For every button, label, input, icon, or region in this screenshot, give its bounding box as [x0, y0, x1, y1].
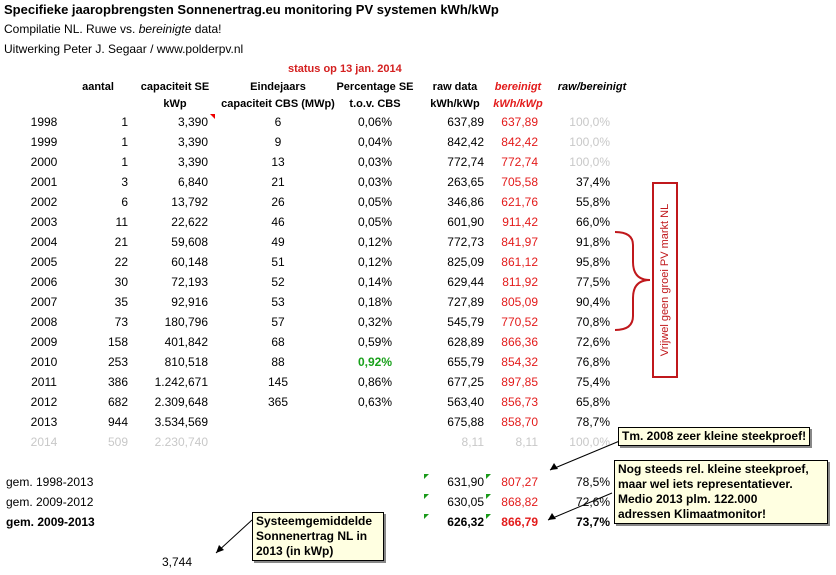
cell-avg-raw: 626,32 [447, 515, 484, 529]
cell-bereinigt: 770,52 [501, 315, 538, 329]
cell-ratio: 100,0% [569, 435, 610, 449]
cell-raw: 677,25 [447, 375, 484, 389]
cell-percentage: 0,05% [357, 195, 393, 209]
cell-raw: 842,42 [447, 135, 484, 149]
cell-avg-bereinigt: 807,27 [501, 475, 538, 489]
header-raw-data: raw data kWh/kWp [430, 81, 480, 110]
cell-aantal: 386 [107, 375, 128, 389]
cell-ratio: 76,8% [575, 355, 610, 369]
cell-ratio: 70,8% [575, 315, 610, 329]
cell-ratio: 65,8% [575, 395, 610, 409]
cell-year: 2003 [30, 215, 58, 229]
cell-year: 2014 [30, 435, 58, 449]
cell-avg-ratio: 78,5% [575, 475, 610, 489]
header-capaciteit-se: capaciteit SE kWp [140, 81, 210, 110]
cell-aantal: 73 [114, 315, 128, 329]
cell-percentage: 0,12% [357, 255, 393, 269]
cell-year: 2013 [30, 415, 58, 429]
cell-ratio: 91,8% [575, 235, 610, 249]
cell-capaciteit-cbs: 13 [271, 155, 285, 169]
cell-capaciteit-se: 22,622 [171, 215, 208, 229]
cell-bereinigt: 866,36 [501, 335, 538, 349]
cell-year: 1998 [30, 115, 58, 129]
arrow-note1 [550, 440, 622, 470]
note-small-sample: Tm. 2008 zeer kleine steekproef! [618, 427, 810, 446]
cell-aantal: 3 [121, 175, 128, 189]
cell-year: 1999 [30, 135, 58, 149]
cell-year: 2012 [30, 395, 58, 409]
cell-year: 2011 [31, 375, 57, 389]
cell-ratio: 37,4% [575, 175, 610, 189]
cell-capaciteit-se: 6,840 [177, 175, 208, 189]
cell-capaciteit-cbs: 21 [271, 175, 285, 189]
cell-capaciteit-cbs: 51 [271, 255, 285, 269]
cell-ratio: 100,0% [569, 155, 610, 169]
cell-percentage: 0,32% [357, 315, 393, 329]
cell-year: 2004 [30, 235, 58, 249]
cell-aantal: 1 [121, 155, 128, 169]
cell-percentage: 0,05% [357, 215, 393, 229]
cell-aantal: 22 [114, 255, 128, 269]
cell-percentage: 0,14% [357, 275, 393, 289]
cell-percentage: 0,03% [357, 175, 393, 189]
cell-aantal: 509 [107, 435, 128, 449]
cell-percentage: 0,18% [357, 295, 393, 309]
cell-avg-raw: 630,05 [447, 495, 484, 509]
cell-capaciteit-cbs: 49 [271, 235, 285, 249]
cell-bereinigt: 805,09 [501, 295, 538, 309]
cell-capaciteit-cbs: 9 [274, 135, 282, 149]
cell-raw: 263,65 [447, 175, 484, 189]
cell-bereinigt: 842,42 [501, 135, 538, 149]
cell-raw: 629,44 [447, 275, 484, 289]
sheet-title: Specifieke jaaropbrengsten Sonnenertrag.eu monitoring PV systemen kWh/kWp [4, 2, 499, 17]
cell-percentage: 0,03% [357, 155, 393, 169]
cell-bereinigt: 911,42 [502, 215, 538, 229]
cell-capaciteit-cbs: 6 [274, 115, 282, 129]
cell-capaciteit-se: 1.242,671 [154, 375, 208, 389]
cell-percentage: 0,92% [357, 355, 393, 369]
cell-capaciteit-se: 2.309,648 [154, 395, 208, 409]
cell-year: 2007 [30, 295, 58, 309]
cell-capaciteit-se: 3,390 [177, 155, 208, 169]
cell-capaciteit-se: 60,148 [171, 255, 208, 269]
cell-capaciteit-cbs: 68 [271, 335, 285, 349]
cell-year: 2005 [30, 255, 58, 269]
cell-raw: 563,40 [447, 395, 484, 409]
cell-capaciteit-cbs: 88 [271, 355, 285, 369]
header-raw-bereinigt: raw/bereinigt [557, 81, 627, 93]
cell-aantal: 253 [107, 355, 128, 369]
cell-capaciteit-se: 3,390 [177, 115, 208, 129]
cell-percentage: 0,63% [357, 395, 393, 409]
cell-avg-bereinigt: 866,79 [501, 515, 538, 529]
arrow-note2 [548, 493, 612, 520]
cell-aantal: 35 [114, 295, 128, 309]
cell-capaciteit-se: 3,390 [177, 135, 208, 149]
cell-aantal: 1 [121, 115, 128, 129]
cell-year: 2009 [30, 335, 58, 349]
cell-avg-label: gem. 1998-2013 [6, 475, 94, 489]
cell-raw: 346,86 [447, 195, 484, 209]
cell-capaciteit-cbs: 57 [271, 315, 285, 329]
bracket-shape [615, 232, 650, 330]
cell-percentage: 0,86% [357, 375, 393, 389]
cell-ratio: 72,6% [575, 335, 610, 349]
cell-aantal: 30 [114, 275, 128, 289]
cell-aantal: 682 [107, 395, 128, 409]
subtitle-author: Uitwerking Peter J. Segaar / www.polderpv.nl [4, 42, 244, 56]
cell-bereinigt: 856,73 [501, 395, 538, 409]
note-system-average: Systeemgemiddelde Sonnenertrag NL in 2013 (in kWp) [252, 512, 384, 561]
cell-avg-bereinigt: 868,82 [501, 495, 538, 509]
cell-ratio: 90,4% [575, 295, 610, 309]
cell-year: 2008 [30, 315, 58, 329]
cell-raw: 772,74 [447, 155, 484, 169]
status-date: status op 13 jan. 2014 [288, 63, 402, 75]
cell-avg-raw: 631,90 [447, 475, 484, 489]
cell-ratio: 95,8% [575, 255, 610, 269]
cell-avg-ratio: 72,6% [575, 495, 610, 509]
cell-capaciteit-cbs: 53 [271, 295, 285, 309]
cell-aantal: 944 [107, 415, 128, 429]
cell-percentage: 0,12% [357, 235, 393, 249]
cell-raw: 545,79 [447, 315, 484, 329]
cell-aantal: 6 [121, 195, 128, 209]
subtitle-compilatie: Compilatie NL. Ruwe vs. bereinigte data! [4, 22, 222, 36]
cell-capaciteit-cbs: 145 [267, 375, 289, 389]
cell-bereinigt: 811,92 [502, 275, 538, 289]
cell-percentage: 0,06% [357, 115, 393, 129]
cell-year: 2002 [30, 195, 58, 209]
cell-capaciteit-cbs: 26 [271, 195, 285, 209]
cell-capaciteit-cbs: 46 [271, 215, 285, 229]
cell-aantal: 21 [114, 235, 128, 249]
cell-year: 2001 [30, 175, 58, 189]
cell-ratio: 78,7% [575, 415, 610, 429]
cell-raw: 825,09 [447, 255, 484, 269]
cell-capaciteit-se: 72,193 [171, 275, 208, 289]
cell-bereinigt: 772,74 [501, 155, 538, 169]
cell-ratio: 100,0% [569, 135, 610, 149]
cell-bereinigt: 705,58 [501, 175, 538, 189]
cell-bereinigt: 637,89 [501, 115, 538, 129]
cell-raw: 772,73 [447, 235, 484, 249]
cell-avg-label: gem. 2009-2013 [6, 515, 95, 529]
cell-capaciteit-se: 401,842 [164, 335, 208, 349]
cell-year: 2006 [30, 275, 58, 289]
cell-capaciteit-se: 59,608 [171, 235, 208, 249]
cell-capaciteit-se: 92,916 [171, 295, 208, 309]
system-average-value: 3,744 [161, 555, 192, 569]
cell-bereinigt: 858,70 [501, 415, 538, 429]
cell-raw: 601,90 [447, 215, 484, 229]
cell-percentage: 0,04% [357, 135, 393, 149]
cell-year: 2010 [30, 355, 58, 369]
cell-raw: 655,79 [447, 355, 484, 369]
cell-avg-label: gem. 2009-2012 [6, 495, 94, 509]
cell-aantal: 11 [115, 215, 128, 229]
cell-bereinigt: 621,76 [501, 195, 538, 209]
cell-capaciteit-se: 13,792 [171, 195, 208, 209]
cell-year: 2000 [30, 155, 58, 169]
cell-avg-ratio: 73,7% [575, 515, 610, 529]
cell-capaciteit-se: 2.230,740 [154, 435, 208, 449]
header-bereinigt: bereinigt kWh/kWp [493, 81, 543, 110]
cell-capaciteit-se: 3.534,569 [154, 415, 208, 429]
cell-aantal: 158 [107, 335, 128, 349]
cell-bereinigt: 8,11 [515, 435, 538, 449]
cell-percentage: 0,59% [357, 335, 393, 349]
cell-bereinigt: 854,32 [501, 355, 538, 369]
cell-ratio: 77,5% [575, 275, 610, 289]
cell-ratio: 66,0% [575, 215, 610, 229]
cell-raw: 628,89 [447, 335, 484, 349]
cell-aantal: 1 [121, 135, 128, 149]
cell-raw: 727,89 [447, 295, 484, 309]
cell-bereinigt: 841,97 [501, 235, 538, 249]
cell-ratio: 100,0% [569, 115, 610, 129]
header-percentage-se: Percentage SE t.o.v. CBS [336, 81, 414, 110]
cell-bereinigt: 861,12 [501, 255, 538, 269]
cell-ratio: 55,8% [575, 195, 610, 209]
note-representative: Nog steeds rel. kleine steekproef, maar wel iets representatiever. Medio 2013 plm. 122.000 adressen Klimaatmonitor! [614, 460, 828, 524]
vertical-annotation: Vrijwel geen groei PV markt NL [659, 203, 671, 357]
cell-raw: 675,88 [447, 415, 484, 429]
cell-capaciteit-cbs: 365 [267, 395, 289, 409]
cell-raw: 637,89 [447, 115, 484, 129]
cell-capaciteit-se: 810,518 [164, 355, 208, 369]
header-capaciteit-cbs: Eindejaars capaciteit CBS (MWp) [221, 81, 335, 110]
cell-capaciteit-cbs: 52 [271, 275, 285, 289]
header-aantal: aantal [82, 81, 114, 93]
cell-capaciteit-se: 180,796 [164, 315, 208, 329]
cell-raw: 8,11 [461, 435, 484, 449]
cell-bereinigt: 897,85 [501, 375, 538, 389]
cell-ratio: 75,4% [575, 375, 610, 389]
